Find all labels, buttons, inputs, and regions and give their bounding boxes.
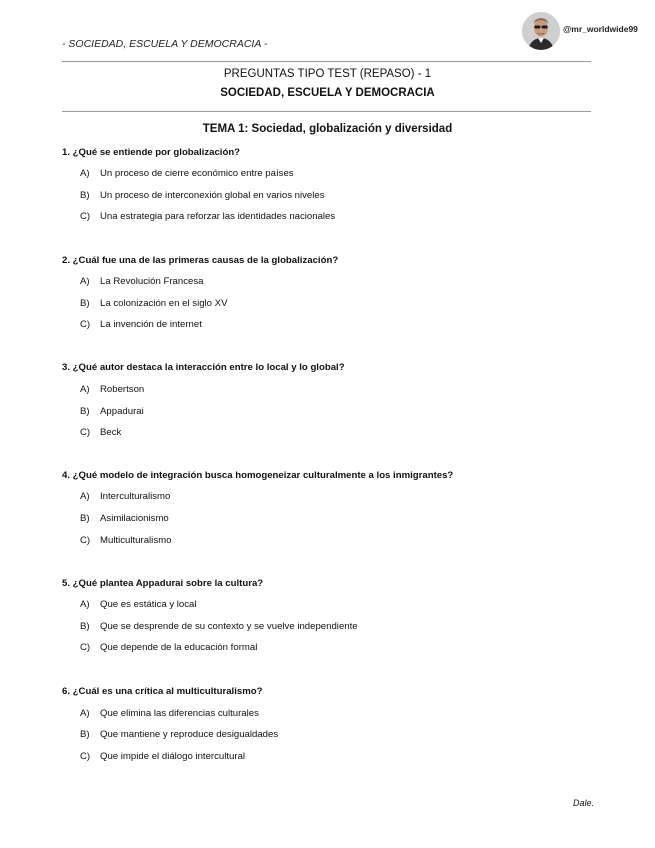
question-1-option-c: C) Una estrategia para reforzar las identidades nacionales [80, 211, 336, 222]
question-6-option-b: B) Que mantiene y reproduce desigualdades [80, 729, 279, 740]
question-2-option-c: C) La invención de internet [80, 319, 202, 330]
footer-signature: Dale. [573, 798, 595, 808]
question-4-option-c: C) Multiculturalismo [80, 535, 172, 546]
running-header: - SOCIEDAD, ESCUELA Y DEMOCRACIA - [62, 38, 268, 50]
question-4-option-b: B) Asimilacionismo [80, 513, 169, 524]
person-photo-icon [522, 12, 560, 50]
question-4: 4. ¿Qué modelo de integración busca homogeneizar culturalmente a los inmigrantes? [62, 470, 454, 481]
page-subtitle: SOCIEDAD, ESCUELA Y DEMOCRACIA [220, 87, 435, 99]
question-6-option-a: A) Que elimina las diferencias culturales [80, 708, 259, 719]
author-handle: @mr_worldwide99 [563, 24, 638, 34]
question-5-option-c: C) Que depende de la educación formal [80, 642, 258, 653]
question-6: 6. ¿Cuál es una crítica al multiculturalismo? [62, 686, 263, 697]
question-1: 1. ¿Qué se entiende por globalización? [62, 147, 241, 158]
avatar [522, 12, 560, 50]
question-2-option-a: A) La Revolución Francesa [80, 276, 204, 287]
question-3-option-a: A) Robertson [80, 384, 145, 395]
topic-heading: TEMA 1: Sociedad, globalización y diversidad [202, 123, 453, 135]
question-3-option-c: C) Beck [80, 427, 122, 438]
question-5: 5. ¿Qué plantea Appadurai sobre la cultura? [62, 578, 264, 589]
question-6-option-c: C) Que impide el diálogo intercultural [80, 751, 246, 762]
question-1-option-a: A) Un proceso de cierre económico entre países [80, 168, 294, 179]
divider-top [62, 61, 591, 62]
question-5-option-a: A) Que es estática y local [80, 599, 197, 610]
question-1-option-b: B) Un proceso de interconexión global en varios niveles [80, 190, 325, 201]
question-2-option-b: B) La colonización en el siglo XV [80, 298, 228, 309]
page-title: PREGUNTAS TIPO TEST (REPASO) - 1 [223, 68, 432, 80]
question-5-option-b: B) Que se desprende de su contexto y se vuelve independiente [80, 621, 358, 632]
question-3: 3. ¿Qué autor destaca la interacción entre lo local y lo global? [62, 362, 345, 373]
divider-bottom [62, 111, 591, 112]
question-3-option-b: B) Appadurai [80, 406, 144, 417]
question-4-option-a: A) Interculturalismo [80, 491, 171, 502]
question-2: 2. ¿Cuál fue una de las primeras causas de la globalización? [62, 255, 339, 266]
